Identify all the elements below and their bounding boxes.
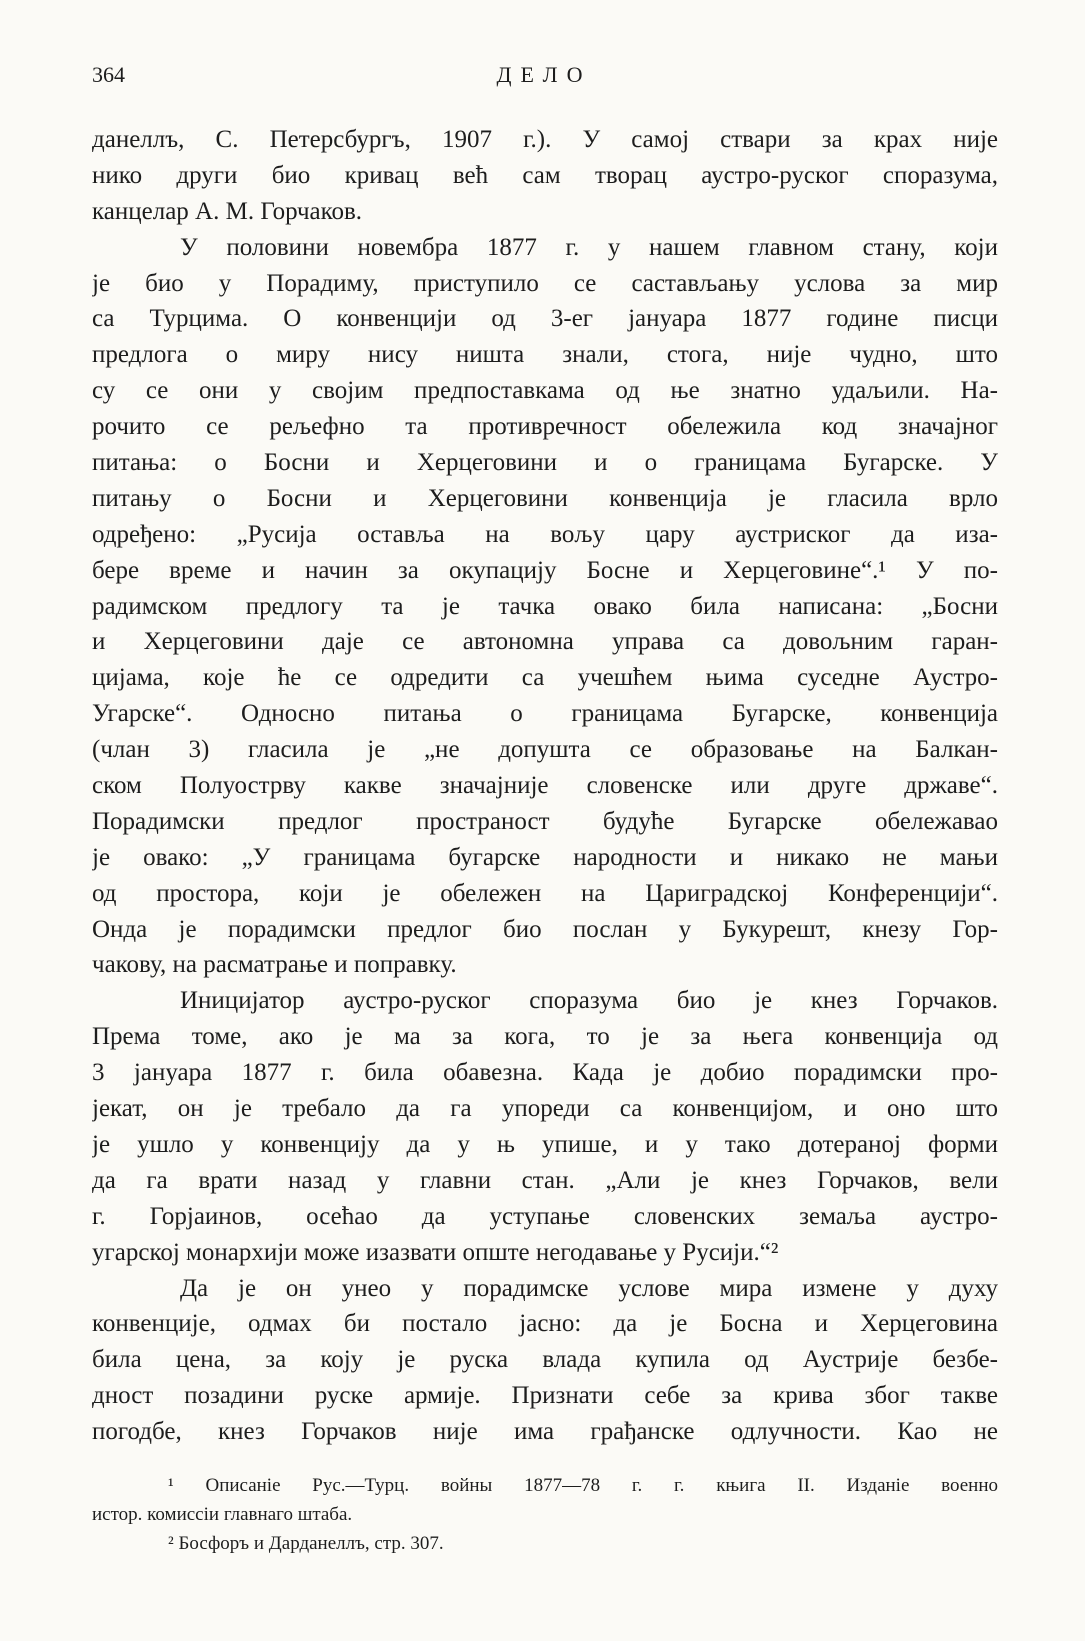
text-line: су се они у својим предпоставкама од ње знатно удаљили. На- [92, 377, 998, 405]
text-line: чакову, на расматрање и поправку. [92, 951, 457, 979]
text-line: цијама, које ће се одредити са учешћем њима суседне Аустро- [92, 664, 998, 692]
text-line: канцелар А. М. Горчаков. [92, 197, 363, 225]
text-line: од простора, који је обележен на Цариградској Конференцији“. [92, 879, 998, 907]
text-line: ском Полуострву какве значајније словенске или друге државе“. [92, 772, 998, 800]
footnote-1-continuation: истор. комиссіи главнаго штаба. [92, 1504, 353, 1525]
text-line: питања: о Босни и Херцеговини и о границама Бугарске. У [92, 449, 998, 477]
text-line: рочито се рељефно та противречност обележила код значајног [92, 413, 998, 441]
body-text [92, 122, 998, 1450]
text-line: питању о Босни и Херцеговини конвенција је гласила врло [92, 484, 998, 512]
text-line: и Херцеговини даје се автономна управа са довољним гаран- [92, 628, 998, 656]
text-line: г. Горјаинов, осећао да уступање словенских земаља аустро- [92, 1202, 998, 1230]
text-line: бере време и начин за окупацију Босне и Херцеговине“.¹ У по- [92, 556, 998, 584]
text-line: са Турцима. О конвенцији од 3-ег јануара 1877 године писци [92, 305, 998, 333]
text-line: дност позадини руске армије. Признати себе за крива због такве [92, 1382, 998, 1410]
page-number: 364 [92, 62, 125, 87]
text-line: Онда је порадимски предлог био послан у Букурешт, кнезу Гор- [92, 915, 998, 943]
paragraph-start-line: Да је он унео у порадимске услове мира измене у духу [180, 1274, 998, 1302]
text-line: да га врати назад у главни стан. „Али је кнез Горчаков, вели [92, 1166, 998, 1194]
text-line: (члан 3) гласила је „не допушта се образовање на Балкан- [92, 736, 998, 764]
running-head [92, 62, 996, 92]
footnotes [92, 1471, 998, 1558]
text-line: је ушло у конвенцију да у њ упише, и у тако дотераној форми [92, 1130, 998, 1158]
text-line: Угарске“. Односно питања о границама Бугарске, конвенција [92, 700, 998, 728]
journal-title: ДЕЛО [496, 62, 592, 87]
text-line: је био у Порадиму, приступило се састављању услова за мир [92, 269, 998, 297]
text-line: Према томе, ако је ма за кога, то је за њега конвенција од [92, 1023, 998, 1051]
text-line: данеллъ, С. Петерсбургъ, 1907 г.). У самој ствари за крах није [92, 126, 998, 153]
footnote-2: ² Босфоръ и Дарданеллъ, стр. 307. [168, 1533, 444, 1554]
text-line: нико други био кривац већ сам творац аустро-руског споразума, [92, 161, 998, 189]
text-line: радимском предлогу та је тачка овако била написана: „Босни [92, 592, 998, 620]
text-line: је овако: „У границама бугарске народности и никако не мањи [92, 843, 998, 871]
text-line: одређено: „Русија оставља на вољу цару аустриског да иза- [92, 520, 998, 548]
text-line: Порадимски предлог пространост будуће Бугарске обележавао [92, 807, 998, 835]
paragraph-start-line: У половини новембра 1877 г. у нашем главном стану, који [180, 233, 998, 261]
text-line: конвенције, одмах би постало јасно: да је Босна и Херцеговина [92, 1310, 998, 1338]
text-line: предлога о миру нису ништа знали, стога, није чудно, што [92, 341, 998, 369]
paragraph-start-line: Иницијатор аустро-руског споразума био је кнез Горчаков. [180, 987, 998, 1015]
footnote-1: ¹ Описаніе Рус.—Турц. войны 1877—78 г. г. књига II. Изданіе военно [168, 1475, 998, 1496]
text-line: 3 јануара 1877 г. била обавезна. Када је добио порадимски про- [92, 1059, 998, 1087]
text-line: погодбе, кнез Горчаков није има грађанске одлучности. Као не [92, 1418, 998, 1446]
text-line: угарској монархији може изазвати опште негодавање у Русији.“² [92, 1238, 779, 1266]
text-line: јекат, он је требало да га упореди са конвенцијом, и оно што [92, 1095, 998, 1123]
text-line: била цена, за коју је руска влада купила од Аустрије безбе- [92, 1346, 998, 1374]
